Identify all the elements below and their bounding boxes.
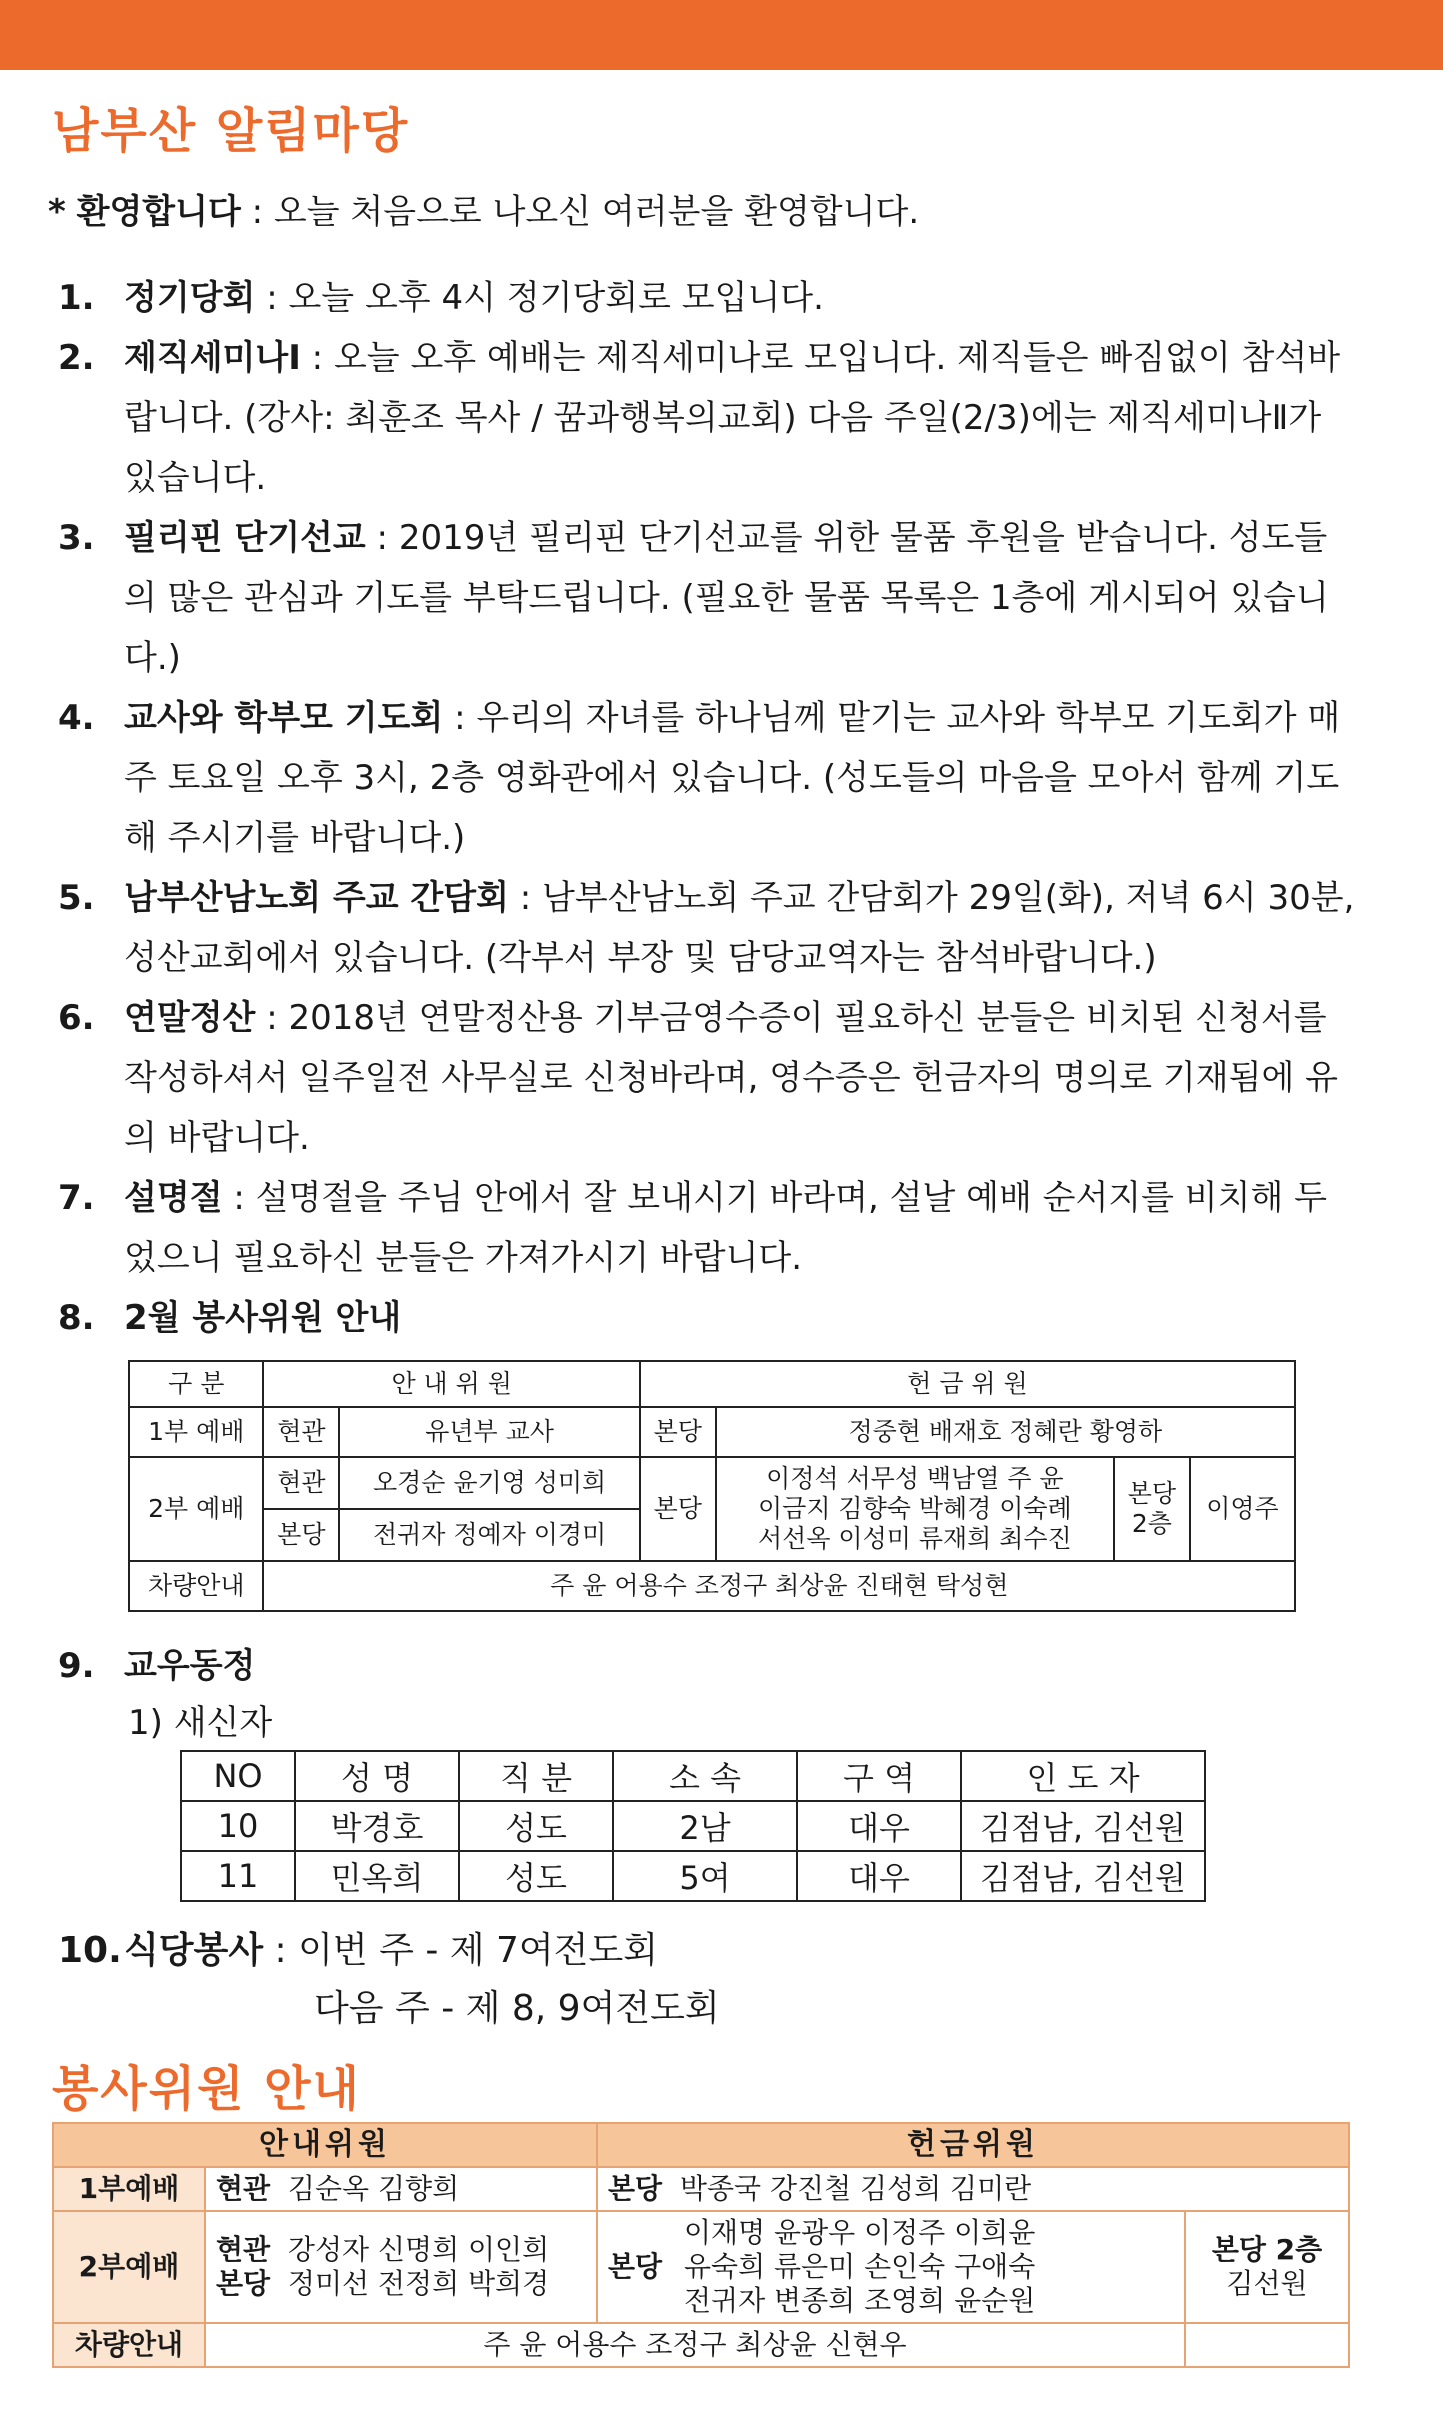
announcement-item bbox=[58, 868, 1358, 988]
item-text: : 2018년 연말정산용 기부금영수증이 필요하신 분들은 비치된 신청서를 작성하셔서 일주일전 사무실로 신청바라며, 영수증은 헌금자의 명의로 기재됨에 유의 바랍니다. bbox=[124, 998, 1338, 1158]
item-title: 필리핀 단기선교 bbox=[124, 518, 366, 558]
table-cell: 민옥희 bbox=[295, 1851, 459, 1901]
place-label: 현관 bbox=[216, 2233, 271, 2266]
row-label: 차량안내 bbox=[53, 2323, 205, 2367]
names-cell bbox=[716, 1457, 1114, 1561]
place-cell: 현관 bbox=[263, 1407, 339, 1457]
guide-cell bbox=[205, 2211, 597, 2323]
item-text: : 오늘 오후 4시 정기당회로 모입니다. bbox=[255, 278, 824, 318]
newcomer-table bbox=[180, 1750, 1206, 1902]
table-cell: 성도 bbox=[459, 1801, 613, 1851]
item-number: 10. bbox=[58, 1930, 122, 1971]
announcement-item bbox=[58, 508, 1358, 688]
item-number: 1. bbox=[58, 278, 95, 318]
names-line: 전귀자 변종희 조영희 윤순원 bbox=[684, 2284, 1036, 2317]
welcome-line bbox=[48, 184, 919, 233]
item-text: : 설명절을 주님 안에서 잘 보내시기 바라며, 설날 예배 순서지를 비치해 두었으니 필요하신 분들은 가져가시기 바랍니다. bbox=[124, 1178, 1327, 1278]
kitchen-line-1: : 이번 주 - 제 7여전도회 bbox=[263, 1930, 659, 1971]
table-cell: 11 bbox=[181, 1851, 295, 1901]
table-header-cell: 안내위원 bbox=[53, 2123, 597, 2167]
item-number: 2. bbox=[58, 338, 95, 378]
table-cell: 대우 bbox=[797, 1801, 961, 1851]
item-number: 8. bbox=[58, 1298, 95, 1338]
item-text: : 2019년 필리핀 단기선교를 위한 물품 후원을 받습니다. 성도들의 많은 관심과 기도를 부탁드립니다. (필요한 물품 목록은 1층에 게시되어 있습니다.) bbox=[124, 518, 1329, 678]
place-cell: 본당 bbox=[640, 1407, 716, 1457]
table-header-cell: 직 분 bbox=[459, 1751, 613, 1801]
place-label: 본당 bbox=[216, 2267, 271, 2300]
names-cell: 오경순 윤기영 성미희 bbox=[339, 1457, 640, 1509]
row-label: 2부 예배 bbox=[129, 1457, 263, 1561]
table-row bbox=[181, 1801, 1205, 1851]
item-title: 교우동정 bbox=[124, 1646, 256, 1686]
section-title-volunteers: 봉사위원 안내 bbox=[52, 2061, 361, 2117]
row-label: 1부예배 bbox=[53, 2167, 205, 2211]
table-header-cell: 안 내 위 원 bbox=[263, 1361, 639, 1407]
item-number: 4. bbox=[58, 698, 95, 738]
announcement-item bbox=[58, 268, 1358, 328]
item-number: 5. bbox=[58, 878, 95, 918]
table-header-cell: 소 속 bbox=[613, 1751, 797, 1801]
table-header-cell: 인 도 자 bbox=[961, 1751, 1205, 1801]
table-cell: 김점남, 김선원 bbox=[961, 1851, 1205, 1901]
names: 김순옥 김향희 bbox=[287, 2172, 460, 2205]
table-header-cell: 구 역 bbox=[797, 1751, 961, 1801]
names-line: 이재명 윤광우 이정주 이희윤 bbox=[684, 2216, 1036, 2249]
volunteer-table bbox=[52, 2122, 1350, 2368]
welcome-star: * bbox=[48, 192, 66, 232]
top-banner bbox=[0, 0, 1443, 70]
extra-offer-cell bbox=[1185, 2211, 1349, 2323]
announcement-item bbox=[58, 328, 1358, 508]
item-text: : 우리의 자녀를 하나님께 맡기는 교사와 학부모 기도회가 매주 토요일 오후 3시, 2층 영화관에서 있습니다. (성도들의 마음을 모아서 함께 기도해 주시기를 바랍니다.) bbox=[124, 698, 1341, 858]
kitchen-service bbox=[58, 1922, 720, 2038]
table-cell: 김점남, 김선원 bbox=[961, 1801, 1205, 1851]
announcement-item bbox=[58, 1288, 1358, 1348]
welcome-text: : 오늘 처음으로 나오신 여러분을 환영합니다. bbox=[240, 192, 920, 232]
item-title: 남부산남노회 주교 간담회 bbox=[124, 878, 509, 918]
place-cell bbox=[1114, 1457, 1190, 1561]
item-title: 교사와 학부모 기도회 bbox=[124, 698, 444, 738]
offer-cell bbox=[597, 2167, 1349, 2211]
item-number: 3. bbox=[58, 518, 95, 558]
place-label: 본당 2층 bbox=[1211, 2233, 1323, 2266]
names-cell: 전귀자 정예자 이경미 bbox=[339, 1509, 640, 1561]
row-label: 1부 예배 bbox=[129, 1407, 263, 1457]
place-label: 본당 bbox=[608, 2172, 663, 2205]
table-row bbox=[181, 1851, 1205, 1901]
names-line: 이정석 서무성 백남열 주 윤 bbox=[766, 1464, 1064, 1493]
kitchen-line-2: 다음 주 - 제 8, 9여전도회 bbox=[314, 1988, 720, 2029]
place-cell: 본당 bbox=[263, 1509, 339, 1561]
item-title: 2월 봉사위원 안내 bbox=[124, 1298, 402, 1338]
item-title: 식당봉사 bbox=[124, 1930, 264, 1971]
names-line: 이금지 김향숙 박혜경 이숙례 bbox=[758, 1494, 1072, 1523]
place-label: 본당 bbox=[597, 2211, 674, 2323]
guide-cell bbox=[205, 2167, 597, 2211]
announcement-list-continued bbox=[58, 1636, 1358, 1696]
announcement-item bbox=[58, 1168, 1358, 1288]
names-line: 유숙희 류은미 손인숙 구애숙 bbox=[684, 2250, 1036, 2283]
names-cell: 이영주 bbox=[1190, 1457, 1295, 1561]
names-line: 서선옥 이성미 류재희 최수진 bbox=[758, 1524, 1072, 1553]
row-label: 2부예배 bbox=[53, 2211, 205, 2323]
table-header-cell: 헌금위원 bbox=[597, 2123, 1349, 2167]
item-text: : 오늘 오후 예배는 제직세미나로 모입니다. 제직들은 빠짐없이 참석바랍니다. (강사: 최훈조 목사 / 꿈과행복의교회) 다음 주일(2/3)에는 제직세미나Ⅱ가 있습니다. bbox=[124, 338, 1341, 498]
table-cell: 성도 bbox=[459, 1851, 613, 1901]
place-cell: 본당 bbox=[640, 1457, 716, 1561]
names: 정미선 전정희 박희경 bbox=[287, 2267, 550, 2300]
place-line: 2층 bbox=[1131, 1509, 1172, 1538]
place-label: 현관 bbox=[216, 2172, 271, 2205]
february-volunteer-table bbox=[128, 1360, 1296, 1612]
names: 박종국 강진철 김성희 김미란 bbox=[679, 2172, 1032, 2205]
place-line: 본당 bbox=[1127, 1479, 1177, 1508]
names-cell: 주 윤 어용수 조정구 최상윤 신현우 bbox=[205, 2323, 1185, 2367]
names: 김선원 bbox=[1226, 2267, 1308, 2300]
item-text: : 남부산남노회 주교 간담회가 29일(화), 저녁 6시 30분, 성산교회에서 있습니다. (각부서 부장 및 담당교역자는 참석바랍니다.) bbox=[124, 878, 1355, 978]
table-cell: 10 bbox=[181, 1801, 295, 1851]
table-cell: 5여 bbox=[613, 1851, 797, 1901]
table-header-cell: 성 명 bbox=[295, 1751, 459, 1801]
table-header-cell: NO bbox=[181, 1751, 295, 1801]
names-cell: 정중현 배재호 정혜란 황영하 bbox=[716, 1407, 1295, 1457]
announcement-list bbox=[58, 268, 1358, 1348]
item-number: 7. bbox=[58, 1178, 95, 1218]
names-cell: 주 윤 어용수 조정구 최상윤 진태현 탁성현 bbox=[263, 1561, 1295, 1611]
item-number: 6. bbox=[58, 998, 95, 1038]
table-header-cell: 헌 금 위 원 bbox=[640, 1361, 1295, 1407]
names: 강성자 신명희 이인희 bbox=[287, 2233, 550, 2266]
table-cell: 2남 bbox=[613, 1801, 797, 1851]
offer-names bbox=[674, 2211, 1185, 2323]
row-label: 차량안내 bbox=[129, 1561, 263, 1611]
place-cell: 현관 bbox=[263, 1457, 339, 1509]
table-header-cell: 구 분 bbox=[129, 1361, 263, 1407]
announcement-item bbox=[58, 988, 1358, 1168]
section-title-announcements: 남부산 알림마당 bbox=[52, 103, 410, 159]
table-cell: 박경호 bbox=[295, 1801, 459, 1851]
welcome-label: 환영합니다 bbox=[76, 192, 241, 232]
item-number: 9. bbox=[58, 1646, 95, 1686]
item-title: 설명절 bbox=[124, 1178, 223, 1218]
empty-cell bbox=[1185, 2323, 1349, 2367]
table-cell: 대우 bbox=[797, 1851, 961, 1901]
newcomer-label: 1) 새신자 bbox=[128, 1703, 273, 1743]
announcement-item bbox=[58, 688, 1358, 868]
item-title: 연말정산 bbox=[124, 998, 256, 1038]
names-cell: 유년부 교사 bbox=[339, 1407, 640, 1457]
item-title: 제직세미나Ⅰ bbox=[124, 338, 301, 378]
announcement-item bbox=[58, 1636, 1358, 1696]
item-title: 정기당회 bbox=[124, 278, 256, 318]
